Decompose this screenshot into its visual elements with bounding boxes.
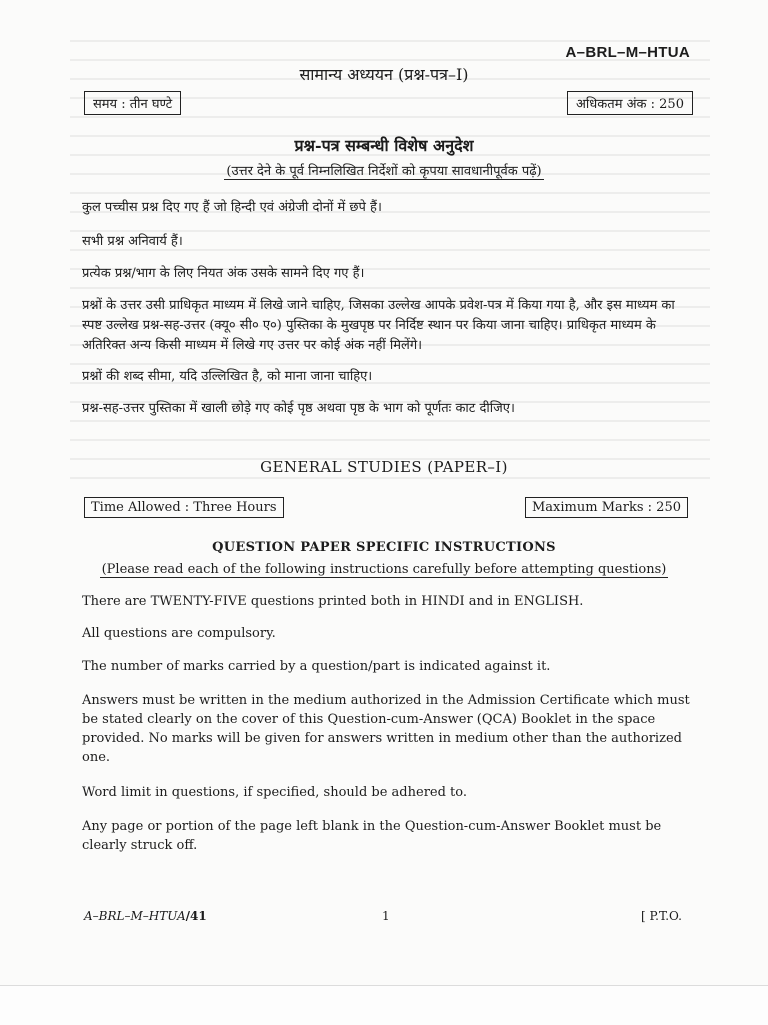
english-marks-box: Maximum Marks : 250 — [525, 497, 688, 518]
hindi-instruction-3: प्रत्येक प्रश्न/भाग के लिए नियत अंक उसके सामने दिए गए हैं। — [82, 266, 365, 281]
english-time-box: Time Allowed : Three Hours — [84, 497, 284, 518]
english-paper-title: GENERAL STUDIES (PAPER–I) — [260, 458, 508, 476]
hindi-instruction-5: प्रश्नों की शब्द सीमा, यदि उल्लिखित है, को माना जाना चाहिए। — [82, 369, 373, 384]
english-subheading-text: (Please read each of the following instructions carefully before attempting questions) — [101, 562, 667, 577]
hindi-instruction-1: कुल पच्चीस प्रश्न दिए गए हैं जो हिन्दी एवं अंग्रेजी दोनों में छपे हैं। — [82, 200, 382, 215]
footer-copies: /41 — [185, 909, 207, 923]
hindi-instructions-subheading — [0, 161, 768, 179]
page-number: 1 — [382, 909, 390, 923]
english-instructions-heading: QUESTION PAPER SPECIFIC INSTRUCTIONS — [212, 540, 556, 555]
english-instructions-subheading — [0, 562, 768, 577]
hindi-instruction-2: सभी प्रश्न अनिवार्य हैं। — [82, 234, 183, 249]
hindi-subheading-text: (उत्तर देने के पूर्व निम्नलिखित निर्देशों को कृपया सावधानीपूर्वक पढ़ें) — [226, 164, 542, 179]
english-instruction-4: Answers must be written in the medium authorized in the Admission Certificate which must be stated clearly on the cover of this Question-cum-Answer (QCA) Booklet in the space provided. No marks will be given for answers written in medium other than the authorized one. — [82, 693, 690, 765]
paper-code: A–BRL–M–HTUA — [565, 44, 690, 61]
english-instruction-3: The number of marks carried by a question/part is indicated against it. — [82, 659, 551, 674]
footer-code-text: A–BRL–M–HTUA — [84, 909, 186, 923]
hindi-instructions-heading: प्रश्न-पत्र सम्बन्धी विशेष अनुदेश — [294, 136, 474, 155]
english-instruction-6: Any page or portion of the page left blank in the Question-cum-Answer Booklet must be clearly struck off. — [82, 819, 662, 853]
scan-background-strip — [0, 985, 768, 1025]
footer-paper-code — [84, 909, 207, 923]
english-instruction-5: Word limit in questions, if specified, should be adhered to. — [82, 785, 468, 800]
hindi-time-box: समय : तीन घण्टे — [84, 91, 181, 115]
english-instruction-2: All questions are compulsory. — [82, 626, 276, 641]
hindi-instruction-4: प्रश्नों के उत्तर उसी प्राधिकृत माध्यम में लिखे जाने चाहिए, जिसका उल्लेख आपके प्रवेश-पत्र में किया गया है, और इस माध्यम का स्पष्ट उल्लेख प्रश्न-सह-उत्तर (क्यू० सी० ए०) पुस्तिका के मुखपृष्ठ पर निर्दिष्ट स्थान पर किया जाना चाहिए। प्राधिकृत माध्यम के अतिरिक्त अन्य किसी माध्यम में लिखे गए उत्तर पर कोई अंक नहीं मिलेंगे। — [82, 298, 675, 353]
hindi-marks-box: अधिकतम अंक : 250 — [567, 91, 693, 115]
hindi-instruction-6: प्रश्न-सह-उत्तर पुस्तिका में खाली छोड़े गए कोई पृष्ठ अथवा पृष्ठ के भाग को पूर्णतः काट दीजिए। — [82, 401, 515, 416]
hindi-paper-title: सामान्य अध्ययन (प्रश्न-पत्र–I) — [299, 65, 469, 84]
pto-mark: [ P.T.O. — [641, 909, 682, 923]
english-instruction-1: There are TWENTY-FIVE questions printed both in HINDI and in ENGLISH. — [82, 594, 584, 609]
